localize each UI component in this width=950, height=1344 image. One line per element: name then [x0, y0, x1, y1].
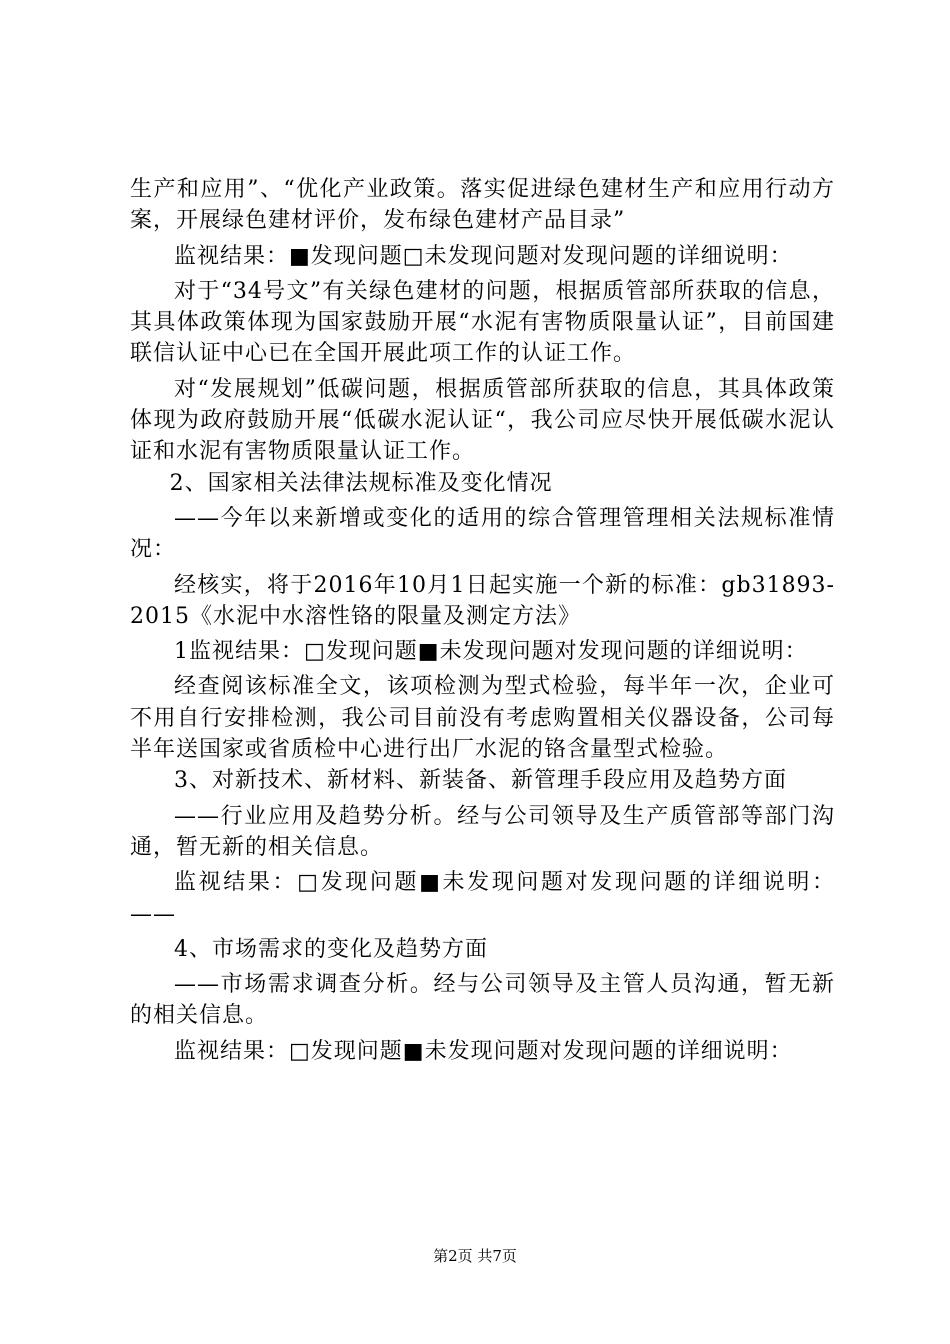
page-number-footer: 第2页 共7页 — [433, 1247, 517, 1265]
document-body — [130, 174, 835, 1067]
paragraph-monitoring-result-2: 1监视结果：□发现问题■未发现问题对发现问题的详细说明： — [174, 639, 808, 665]
paragraph-monitoring-result-3: 监视结果：□发现问题■未发现问题对发现问题的详细说明：—— — [130, 870, 835, 927]
paragraph-monitoring-result-4: 监视结果：□发现问题■未发现问题对发现问题的详细说明： — [174, 1038, 793, 1064]
paragraph-doc34-explanation: 对于“34号文”有关绿色建材的问题，根据质管部所获取的信息，其具体政策体现为国家鼓励开展“水泥有害物质限量认证”，目前国建联信认证中心已在全国开展此项工作的认证工作。 — [130, 278, 835, 367]
paragraph-industry-trend-analysis: ——行业应用及趋势分析。经与公司领导及生产质管部等部门沟通，暂无新的相关信息。 — [130, 803, 835, 860]
paragraph-green-building-policy-continued: 生产和应用”、“优化产业政策。落实促进绿色建材生产和应用行动方案，开展绿色建材评价，发布绿色建材产品目录” — [130, 177, 835, 234]
section-heading-2: 2、国家相关法律法规标准及变化情况 — [169, 470, 553, 496]
paragraph-monitoring-result-1: 监视结果：■发现问题□未发现问题对发现问题的详细说明： — [174, 243, 793, 269]
paragraph-new-standard: 经核实，将于2016年10月1日起实施一个新的标准：gb31893-2015《水泥中水溶性铬的限量及测定方法》 — [130, 572, 835, 629]
section-heading-4: 4、市场需求的变化及趋势方面 — [174, 936, 488, 962]
paragraph-low-carbon-explanation: 对“发展规划”低碳问题，根据质管部所获取的信息，其具体政策体现为政府鼓励开展“低碳水泥认证“，我公司应尽快开展低碳水泥认证和水泥有害物质限量认证工作。 — [130, 376, 835, 465]
paragraph-market-demand-analysis: ——市场需求调查分析。经与公司领导及主管人员沟通，暂无新的相关信息。 — [130, 972, 835, 1029]
paragraph-standard-review: 经查阅该标准全文，该项检测为型式检验，每半年一次，企业可不用自行安排检测，我公司目前没有考虑购置相关仪器设备，公司每半年送国家或省质检中心进行出厂水泥的铬含量型式检验。 — [130, 674, 835, 763]
section-heading-3: 3、对新技术、新材料、新装备、新管理手段应用及趋势方面 — [174, 768, 787, 794]
paragraph-new-regulations-intro: ——今年以来新增或变化的适用的综合管理管理相关法规标准情况： — [130, 505, 835, 563]
